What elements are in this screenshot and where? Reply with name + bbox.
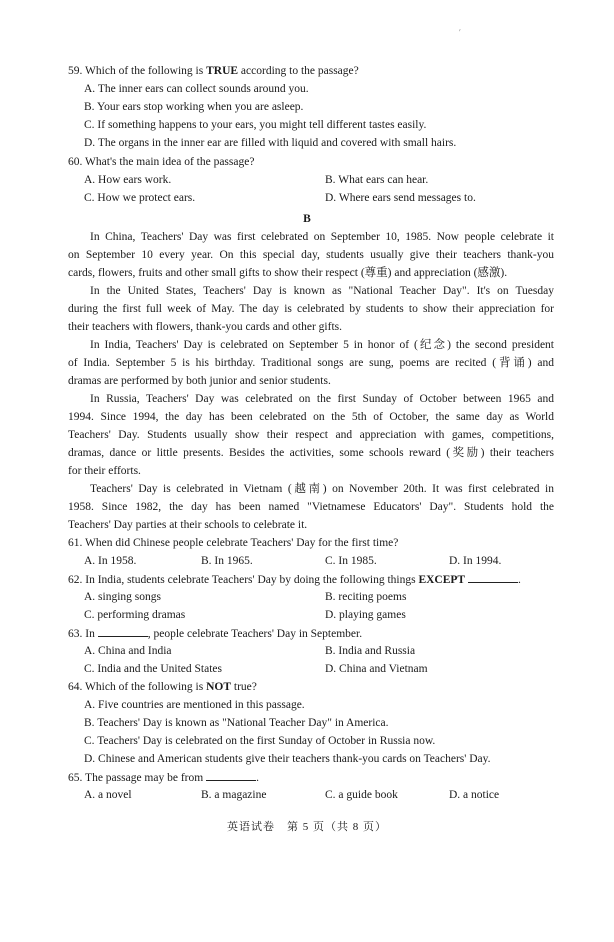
passage-line: In India, Teachers' Day is celebrated on September 5 in honor of (纪念) the second president bbox=[90, 339, 554, 351]
question-63-option-a[interactable]: A. China and India bbox=[84, 645, 172, 657]
answer-blank bbox=[206, 770, 256, 781]
question-60-option-a[interactable]: A. How ears work. bbox=[84, 174, 172, 186]
passage-line: dramas, dance or little presents. Besides the activities, some schools reward (奖励) their teachers bbox=[68, 447, 554, 459]
passage-line: on September 10 every year. On this special day, students usually give their teachers thank-you bbox=[68, 249, 554, 261]
question-59-option-b[interactable]: B. Your ears stop working when you are asleep. bbox=[84, 101, 304, 113]
passage-line: Teachers' Day is celebrated in Vietnam (越南) on November 20th. It was first celebrated in bbox=[90, 483, 554, 495]
question-64-option-a[interactable]: A. Five countries are mentioned in this passage. bbox=[84, 699, 305, 711]
question-64-option-c[interactable]: C. Teachers' Day is celebrated on the first Sunday of October in Russia now. bbox=[84, 735, 436, 747]
question-64-option-d[interactable]: D. Chinese and American students give their teachers thank-you cards on Teachers' Day. bbox=[84, 753, 491, 765]
question-65-stem: 65. The passage may be from . bbox=[68, 772, 259, 784]
question-62-stem: 62. In India, students celebrate Teachers' Day by doing the following things EXCEPT . bbox=[68, 574, 521, 586]
passage-line: dramas are performed by both junior and senior students. bbox=[68, 375, 331, 387]
passage-line: 1958. Since 1982, the day has been named "Vietnamese Educators' Day". Students hold the bbox=[68, 501, 554, 513]
question-60-stem: 60. What's the main idea of the passage? bbox=[68, 156, 255, 168]
question-61-stem: 61. When did Chinese people celebrate Teachers' Day for the first time? bbox=[68, 537, 399, 549]
question-59-stem: 59. Which of the following is TRUE according to the passage? bbox=[68, 65, 359, 77]
answer-blank bbox=[98, 626, 148, 637]
question-60-option-d[interactable]: D. Where ears send messages to. bbox=[325, 192, 476, 204]
passage-line: of India. September 5 is his birthday. Traditional songs are sung, poems are recited (背诵) and bbox=[68, 357, 554, 369]
question-63-option-d[interactable]: D. China and Vietnam bbox=[325, 663, 428, 675]
question-61-option-b[interactable]: B. In 1965. bbox=[201, 555, 253, 567]
question-64-stem: 64. Which of the following is NOT true? bbox=[68, 681, 257, 693]
passage-line: Teachers' Day parties at their schools to celebrate it. bbox=[68, 519, 308, 531]
question-61-option-d[interactable]: D. In 1994. bbox=[449, 555, 502, 567]
passage-line: Teachers' Day. Students usually show their respect and appreciation with games, competitions, bbox=[68, 429, 554, 441]
question-63-option-c[interactable]: C. India and the United States bbox=[84, 663, 222, 675]
passage-line: for their efforts. bbox=[68, 465, 141, 477]
question-65-option-c[interactable]: C. a guide book bbox=[325, 789, 398, 801]
question-65-option-a[interactable]: A. a novel bbox=[84, 789, 132, 801]
answer-blank bbox=[468, 572, 518, 583]
question-62-option-d[interactable]: D. playing games bbox=[325, 609, 406, 621]
question-59-option-a[interactable]: A. The inner ears can collect sounds around you. bbox=[84, 83, 309, 95]
question-65-option-d[interactable]: D. a notice bbox=[449, 789, 500, 801]
passage-line: 1994. Since 1994, the day has been celebrated on the 5th of October, the same day as World bbox=[68, 411, 554, 423]
question-62-option-b[interactable]: B. reciting poems bbox=[325, 591, 407, 603]
question-60-option-b[interactable]: B. What ears can hear. bbox=[325, 174, 429, 186]
question-63-stem: 63. In , people celebrate Teachers' Day in September. bbox=[68, 628, 363, 640]
question-59-option-d[interactable]: D. The organs in the inner ear are filled with liquid and covered with small hairs. bbox=[84, 137, 457, 149]
page-footer: 英语试卷 第 5 页（共 8 页） bbox=[227, 821, 387, 833]
passage-line: In Russia, Teachers' Day was celebrated on the first Sunday of October between 1965 and bbox=[90, 393, 554, 405]
passage-line: their teachers with flowers, thank-you cards and other gifts. bbox=[68, 321, 342, 333]
question-65-option-b[interactable]: B. a magazine bbox=[201, 789, 267, 801]
question-62-option-c[interactable]: C. performing dramas bbox=[84, 609, 186, 621]
question-60-option-c[interactable]: C. How we protect ears. bbox=[84, 192, 196, 204]
passage-line: In China, Teachers' Day was first celebrated on September 10, 1985. Now people celebrate it bbox=[90, 231, 554, 243]
question-59-option-c[interactable]: C. If something happens to your ears, you might tell different tastes easily. bbox=[84, 119, 427, 131]
question-63-option-b[interactable]: B. India and Russia bbox=[325, 645, 416, 657]
pencil-mark-icon: ˊ bbox=[457, 27, 466, 40]
question-62-option-a[interactable]: A. singing songs bbox=[84, 591, 161, 603]
question-61-option-c[interactable]: C. In 1985. bbox=[325, 555, 377, 567]
passage-line: during the first full week of May. The day is celebrated by students to show their appreciation for bbox=[68, 303, 554, 315]
passage-line: cards, flowers, fruits and other small gifts to show their respect (尊重) and appreciation (感激). bbox=[68, 267, 508, 279]
question-61-option-a[interactable]: A. In 1958. bbox=[84, 555, 137, 567]
passage-line: In the United States, Teachers' Day is known as "National Teacher Day". It's on Tuesday bbox=[90, 285, 554, 297]
question-64-option-b[interactable]: B. Teachers' Day is known as "National Teacher Day" in America. bbox=[84, 717, 389, 729]
section-label: B bbox=[303, 213, 311, 225]
